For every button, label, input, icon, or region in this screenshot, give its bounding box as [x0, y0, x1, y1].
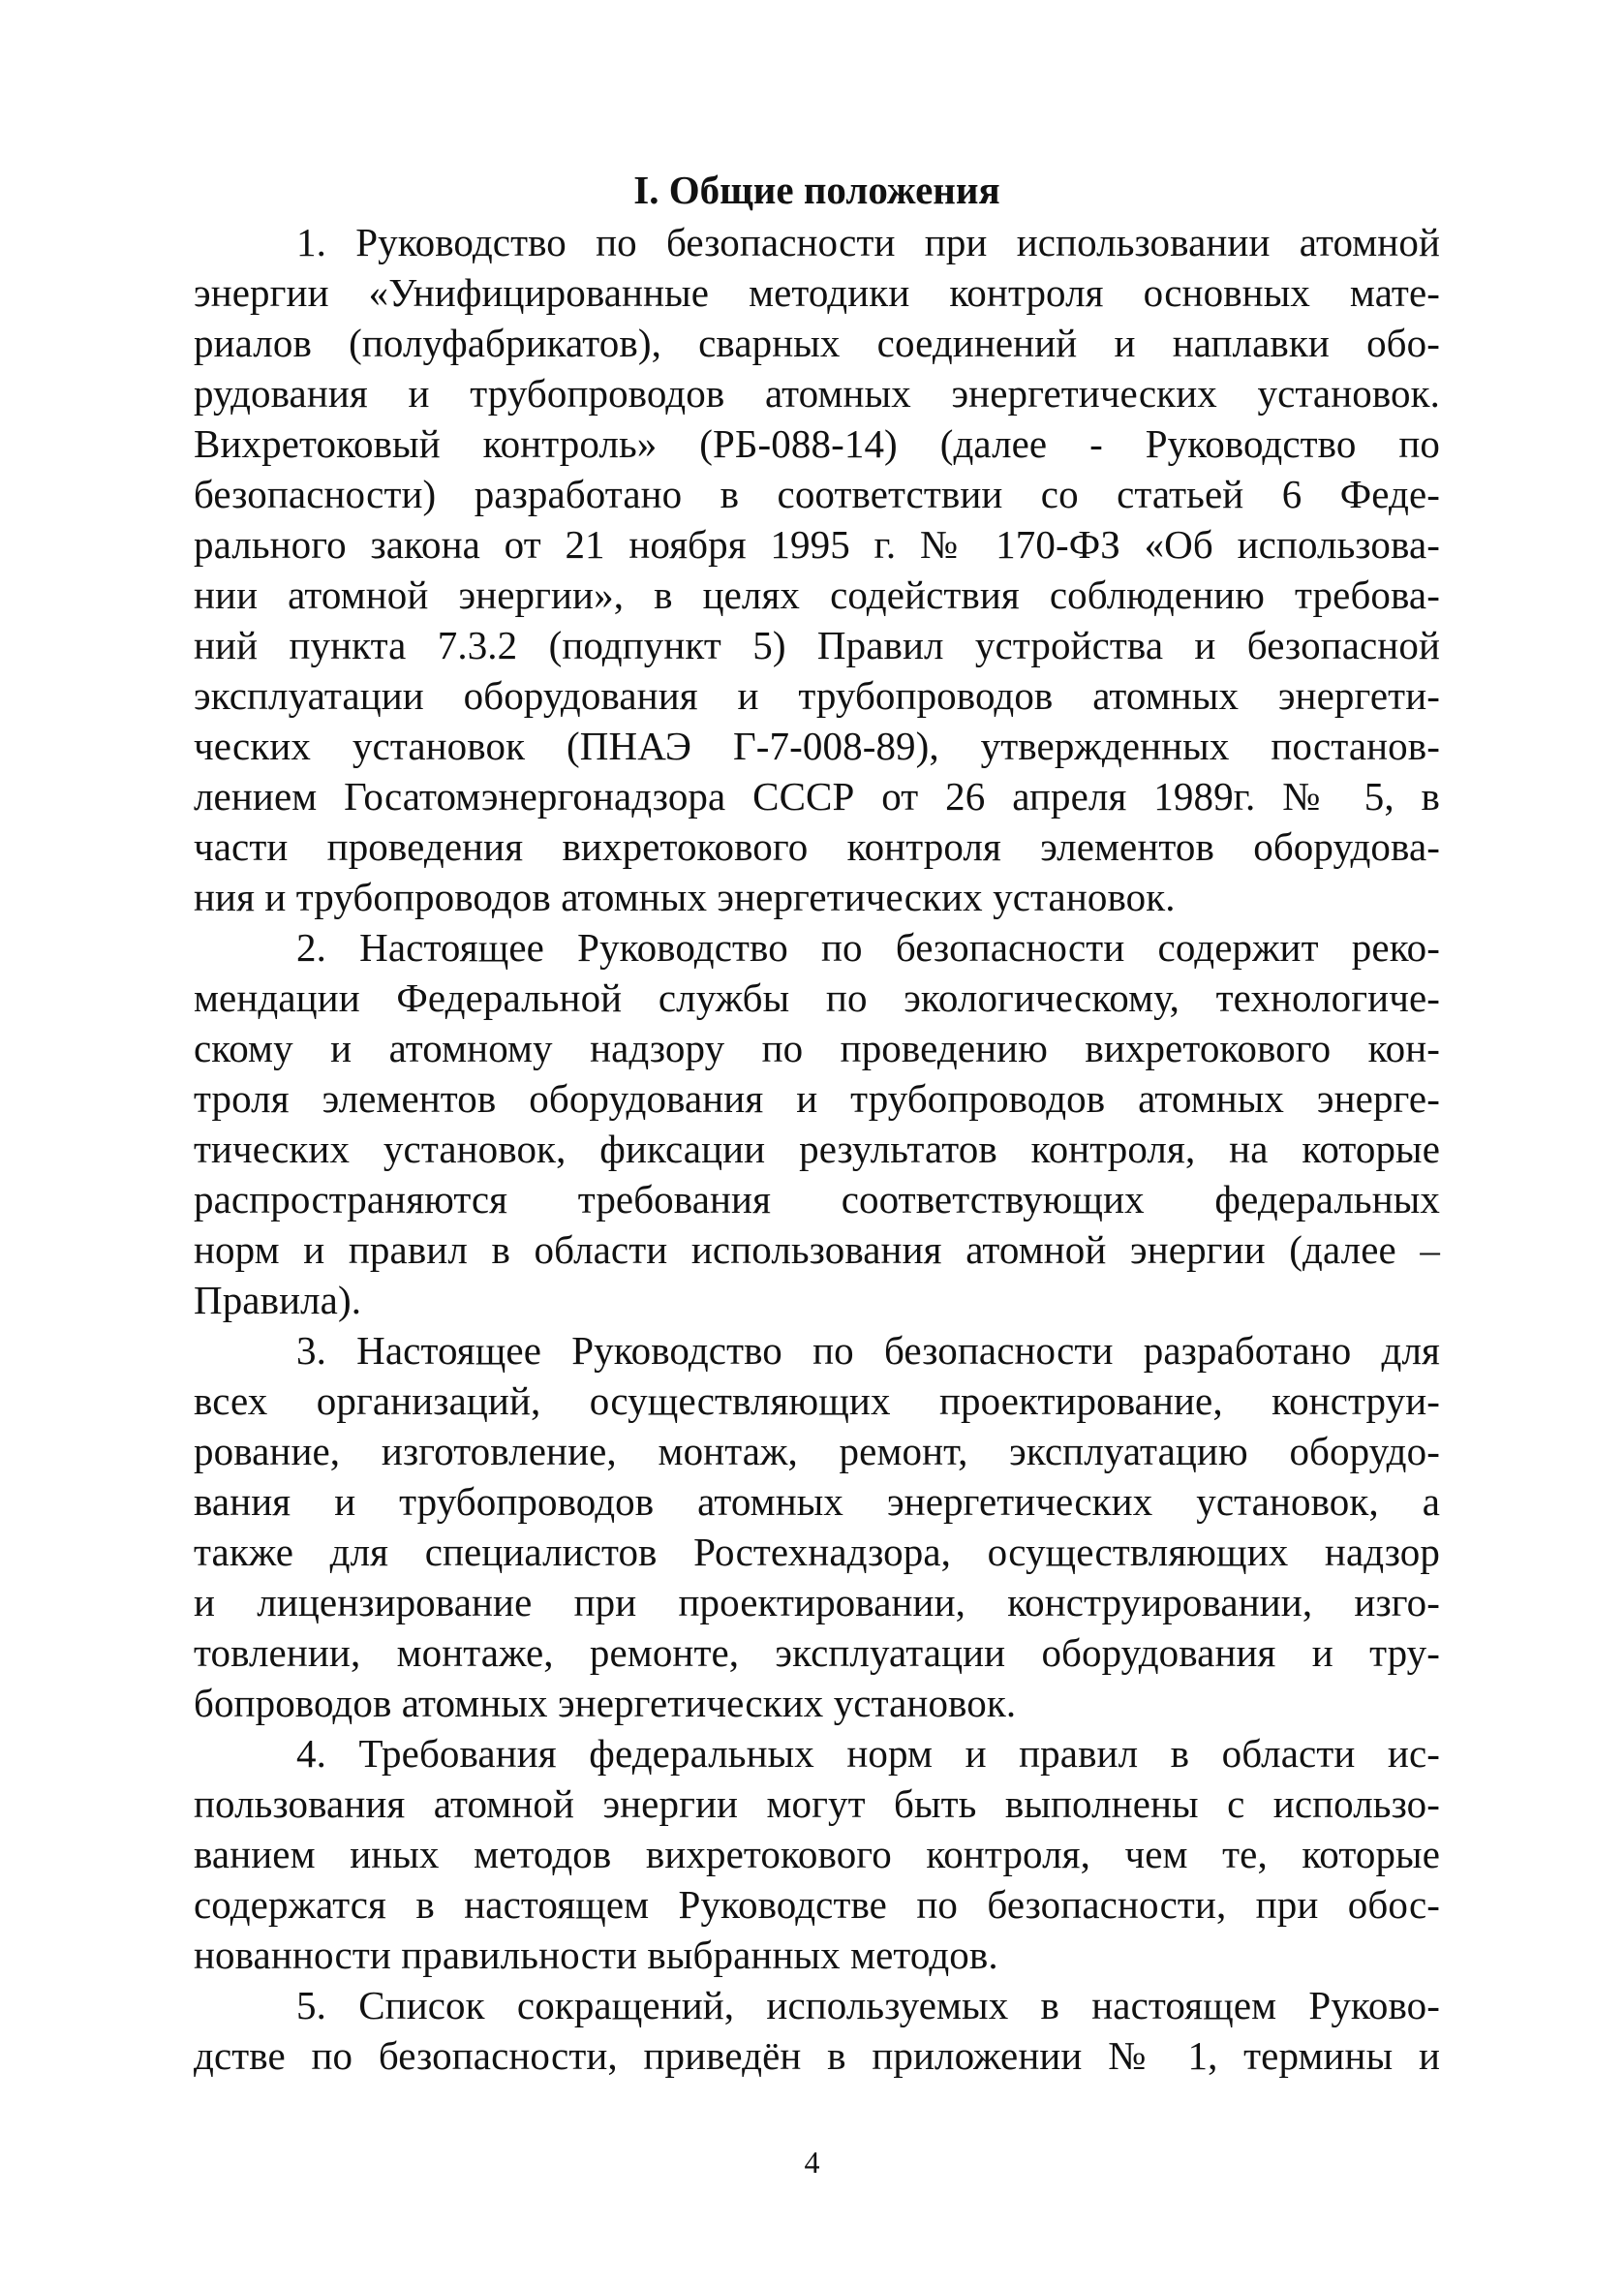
paragraph-1-line: ния и трубопроводов атомных энергетических установок. — [194, 875, 1176, 919]
paragraph-4-line: содержатся в настоящем Руководстве по безопасности, при обос- — [194, 1882, 1440, 1927]
paragraph-2-line: Правила). — [194, 1278, 362, 1322]
paragraph-1-line: 1. Руководство по безопасности при использовании атомной — [296, 220, 1440, 264]
paragraph-1-line: энергии «Унифицированные методики контроля основных мате- — [194, 270, 1440, 315]
paragraph-1-line: лением Госатомэнергонадзора СССР от 26 апреля 1989г. № 5, в — [194, 774, 1440, 819]
paragraph-2-line: норм и правил в области использования атомной энергии (далее – — [194, 1227, 1440, 1272]
paragraph-1-line: части проведения вихретокового контроля элементов оборудова- — [194, 824, 1440, 869]
paragraph-2-line: распространяются требования соответствующих федеральных — [194, 1177, 1440, 1222]
paragraph-1-line: Вихретоковый контроль» (РБ-088-14) (далее - Руководство по — [194, 421, 1440, 466]
paragraph-3-line: рование, изготовление, монтаж, ремонт, эксплуатацию оборудо- — [194, 1429, 1440, 1473]
paragraph-1-line: ний пункта 7.3.2 (подпункт 5) Правил устройства и безопасной — [194, 623, 1440, 667]
paragraph-1-line: риалов (полуфабрикатов), сварных соединений и наплавки обо- — [194, 321, 1440, 365]
paragraph-4-line: ванием иных методов вихретокового контроля, чем те, которые — [194, 1832, 1440, 1876]
paragraph-5-line: дстве по безопасности, приведён в приложении № 1, термины и — [194, 2033, 1440, 2078]
paragraph-3-line: вания и трубопроводов атомных энергетических установок, а — [194, 1479, 1440, 1524]
paragraph-2-line: тических установок, фиксации результатов контроля, на которые — [194, 1127, 1440, 1171]
paragraph-2-line: скому и атомному надзору по проведению вихретокового кон- — [194, 1026, 1440, 1070]
paragraph-4-line: пользования атомной энергии могут быть выполнены с использо- — [194, 1781, 1440, 1826]
paragraph-4-line: нованности правильности выбранных методов. — [194, 1933, 998, 1977]
paragraph-4-line: 4. Требования федеральных норм и правил в области ис- — [296, 1731, 1440, 1776]
paragraph-3-line: товлении, монтаже, ремонте, эксплуатации оборудования и тру- — [194, 1630, 1440, 1675]
paragraph-3-line: всех организаций, осуществляющих проектирование, конструи- — [194, 1378, 1440, 1423]
paragraph-1-line: эксплуатации оборудования и трубопроводов атомных энергети- — [194, 673, 1440, 718]
paragraph-1-line: рудования и трубопроводов атомных энергетических установок. — [194, 371, 1440, 416]
paragraph-1-line: безопасности) разработано в соответствии со статьей 6 Феде- — [194, 472, 1440, 516]
paragraph-2-line: 2. Настоящее Руководство по безопасности содержит реко- — [296, 925, 1440, 970]
paragraph-3-line: и лицензирование при проектировании, конструировании, изго- — [194, 1580, 1440, 1624]
paragraph-3-line: также для специалистов Ростехнадзора, осуществляющих надзор — [194, 1530, 1440, 1574]
paragraph-1-line: ческих установок (ПНАЭ Г-7-008-89), утвержденных постанов- — [194, 724, 1440, 768]
paragraph-3-line: 3. Настоящее Руководство по безопасности разработано для — [296, 1328, 1440, 1373]
paragraph-3-line: бопроводов атомных энергетических установок. — [194, 1681, 1017, 1725]
paragraph-1-line: рального закона от 21 ноября 1995 г. № 170-ФЗ «Об использова- — [194, 522, 1440, 567]
paragraph-2-line: мендации Федеральной службы по экологическому, технологиче- — [194, 975, 1440, 1020]
section-title: I. Общие положения — [633, 168, 1000, 212]
page-number: 4 — [804, 2145, 820, 2180]
paragraph-2-line: троля элементов оборудования и трубопроводов атомных энерге- — [194, 1076, 1440, 1121]
paragraph-5-line: 5. Список сокращений, используемых в настоящем Руково- — [296, 1983, 1440, 2027]
paragraph-1-line: нии атомной энергии», в целях содействия соблюдению требова- — [194, 572, 1440, 617]
